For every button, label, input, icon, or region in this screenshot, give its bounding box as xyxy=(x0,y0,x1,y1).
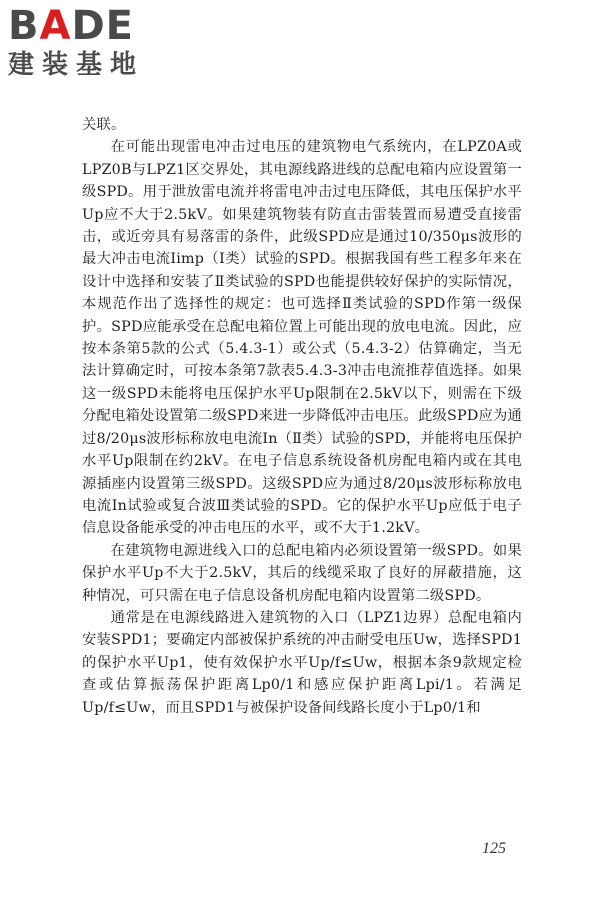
page-number: 125 xyxy=(482,840,506,857)
body-text xyxy=(82,114,522,719)
logo xyxy=(8,4,144,80)
paragraph: 在建筑物电源进线入口的总配电箱内必须设置第一级SPD。如果保护水平Up不大于2.5kV，其后的线缆采取了良好的屏蔽措施，这种情况，可只需在电子信息设备机房配电箱内设置第二级SPD。 xyxy=(82,542,522,604)
logo-subtitle: 建装基地 xyxy=(8,50,145,80)
logo-mark: BADE xyxy=(8,3,134,49)
paragraph: 关联。 xyxy=(82,117,126,133)
paragraph: 在可能出现雷电冲击过电压的建筑物电气系统内，在LPZ0A或LPZ0B与LPZ1区交界处，其电源线路进线的总配电箱内应设置第一级SPD。用于泄放雷电流并将雷电冲击过电压降低，其电压保护水平Up应不大于2.5kV。如果建筑物装有防直击雷装置而易遭受直接雷击，或近旁具有易落雷的条件，此级SPD应是通过10/350μs波形的最大冲击电流Iimp（Ⅰ类）试验的SPD。根据我国有些工程多年来在设计中选择和安装了Ⅱ类试验的SPD也能提供较好保护的实际情况，本规范作出了选择性的规定：也可选择Ⅱ类试验的SPD作第一级保护。SPD应能承受在总配电箱位置上可能出现的放电电流。因此，应按本条第5款的公式（5.4.3-1）或公式（5.4.3-2）估算确定，当无法计算确定时，可按本条第7款表5.4.3-3冲击电流推荐值选择。如果这一级SPD未能将电压保护水平Up限制在2.5kV以下，则需在下级分配电箱处设置第二级SPD来进一步降低冲击电压。此级SPD应为通过8/20μs波形标称放电电流In（Ⅱ类）试验的SPD，并能将电压保护水平Up限制在约2kV。在电子信息系统设备机房配电箱内或在其电源插座内设置第三级SPD。这级SPD应为通过8/20μs波形标称放电电流In试验或复合波Ⅲ类试验的SPD。它的保护水平Up应低于电子信息设备能承受的冲击电压的水平，或不大于1.2kV。 xyxy=(82,139,523,537)
paragraph: 通常是在电源线路进入建筑物的入口（LPZ1边界）总配电箱内安装SPD1；要确定内部被保护系统的冲击耐受电压Uw，选择SPD1的保护水平Up1，使有效保护水平Up/f≤Uw，根据本条9款规定检查或估算振荡保护距离Lp0/1和感应保护距离Lpi/1。若满足Up/f≤Uw，而且SPD1与被保护设备间线路长度小于Lp0/1和 xyxy=(82,609,522,716)
